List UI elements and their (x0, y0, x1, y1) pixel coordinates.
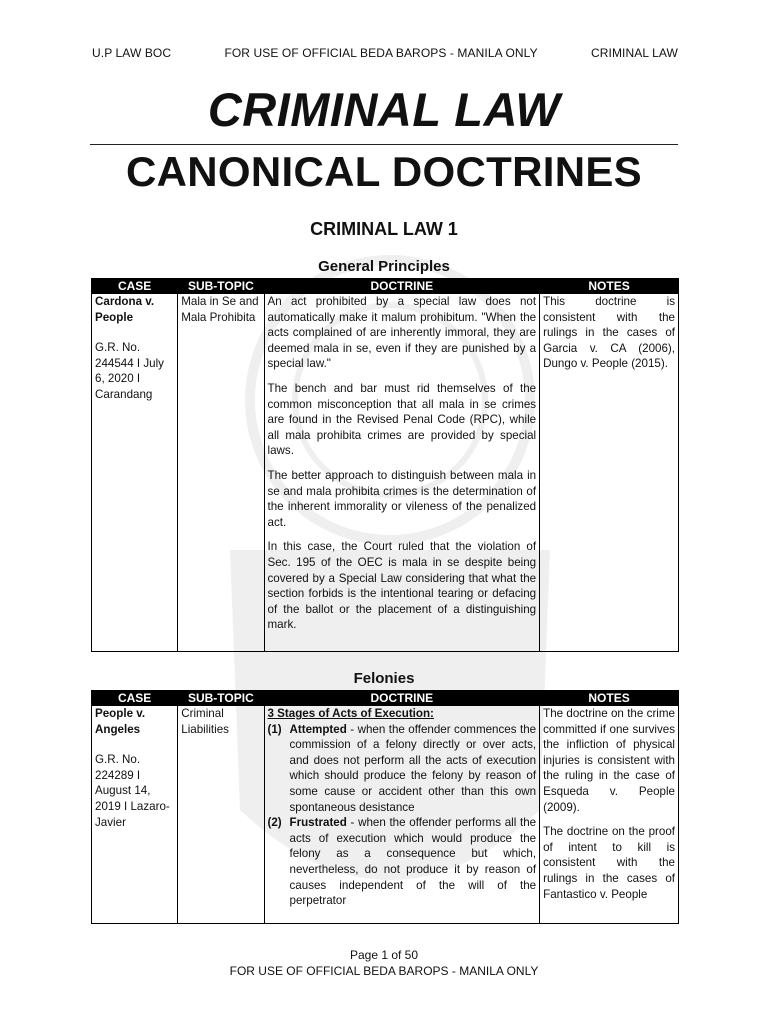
table-row (92, 294, 679, 652)
page-header (92, 46, 678, 60)
stage-name: Frustrated (289, 816, 347, 830)
table-row (92, 706, 679, 924)
title-divider (90, 144, 678, 145)
case-citation: G.R. No. 224289 I August 14, 2019 I Lazaro-Javier (95, 753, 170, 829)
notes-cell (540, 706, 679, 924)
column-header-subtopic: SUB-TOPIC (178, 279, 264, 294)
stage-name: Attempted (289, 722, 347, 736)
document-subtitle: CRIMINAL LAW 1 (310, 219, 458, 239)
column-header-notes: NOTES (540, 279, 679, 294)
notes-paragraph: This doctrine is consistent with the rulings in the cases of Garcia v. CA (2006), Dungo v. People (2015). (543, 295, 675, 371)
footer-note: FOR USE OF OFFICIAL BEDA BAROPS - MANILA ONLY (229, 964, 539, 978)
notes-paragraph: The doctrine on the crime committed if one survives the infliction of physical injuries is consistent with the ruling in the case of Esqueda v. People (2009). (543, 707, 675, 814)
column-header-subtopic: SUB-TOPIC (178, 691, 264, 706)
doctrine-cell (264, 706, 540, 924)
document-main-title: CANONICAL DOCTRINES (126, 148, 642, 195)
stage-number: (2) (267, 816, 282, 830)
stages-heading: 3 Stages of Acts of Execution: (267, 707, 434, 720)
subtopic-cell: Mala in Se and Mala Prohibita (178, 294, 264, 652)
header-left: U.P LAW BOC (92, 46, 172, 60)
notes-paragraph: The doctrine on the proof of intent to kill is consistent with the rulings in the cases of Fantastico v. People (543, 825, 675, 901)
case-cell (92, 294, 178, 652)
column-header-case: CASE (92, 691, 178, 706)
doctrine-paragraph: The better approach to distinguish between mala in se and mala prohibita crimes is the determination of the inherent immorality or vileness of the penalized act. (267, 468, 537, 529)
doctrine-table-felonies (91, 690, 679, 924)
column-header-case: CASE (92, 279, 178, 294)
doctrine-table-general-principles (91, 278, 679, 652)
page-number: Page 1 of 50 (349, 948, 419, 962)
section-title-general-principles: General Principles (318, 258, 450, 275)
column-header-doctrine: DOCTRINE (264, 279, 540, 294)
header-center: FOR USE OF OFFICIAL BEDA BAROPS - MANILA ONLY (224, 46, 538, 60)
doctrine-paragraph: In this case, the Court ruled that the violation of Sec. 195 of the OEC is mala in se despite being covered by a Special Law considering that what the section forbids is the intentional tearing or defacing of the ballot or the placement of a distinguishing mark. (267, 540, 537, 632)
stage-description: - when the offender commences the commission of a felony directly or over acts, and does not perform all the acts of execution which should produce the felony by reason of some cause or accident other than this own spontaneous desistance (289, 722, 537, 814)
stage-number: (1) (267, 722, 282, 736)
stage-description: - when the offender performs all the acts of execution which would produce the felony as a consequence but which, nevertheless, do not produce it by reason of causes independent of the will of the perpetrator (289, 816, 537, 908)
section-title-felonies: Felonies (353, 670, 415, 687)
case-name: People v. Angeles (95, 707, 146, 736)
notes-cell (540, 294, 679, 652)
stage-item (268, 722, 537, 816)
table-header-row (92, 279, 679, 294)
column-header-doctrine: DOCTRINE (264, 691, 540, 706)
table-header-row (92, 691, 679, 706)
doctrine-cell (264, 294, 540, 652)
case-citation: G.R. No. 244544 I July 6, 2020 I Carandang (95, 341, 164, 401)
case-cell (92, 706, 178, 924)
case-name: Cardona v. People (95, 295, 155, 324)
doctrine-paragraph: An act prohibited by a special law does not automatically make it malum prohibitum. "When the acts complained of are inherently immoral, they are deemed mala in se, even if they are punished by a special law." (267, 295, 537, 371)
subtopic-cell: Criminal Liabilities (178, 706, 264, 924)
header-right: CRIMINAL LAW (590, 46, 678, 60)
doctrine-paragraph: The bench and bar must rid themselves of the common misconception that all mala in se crimes are found in the Revised Penal Code (RPC), while all mala prohibita crimes are provided by special laws. (267, 381, 537, 458)
document-title: CRIMINAL LAW (207, 83, 561, 136)
stage-item (268, 815, 537, 909)
column-header-notes: NOTES (540, 691, 679, 706)
